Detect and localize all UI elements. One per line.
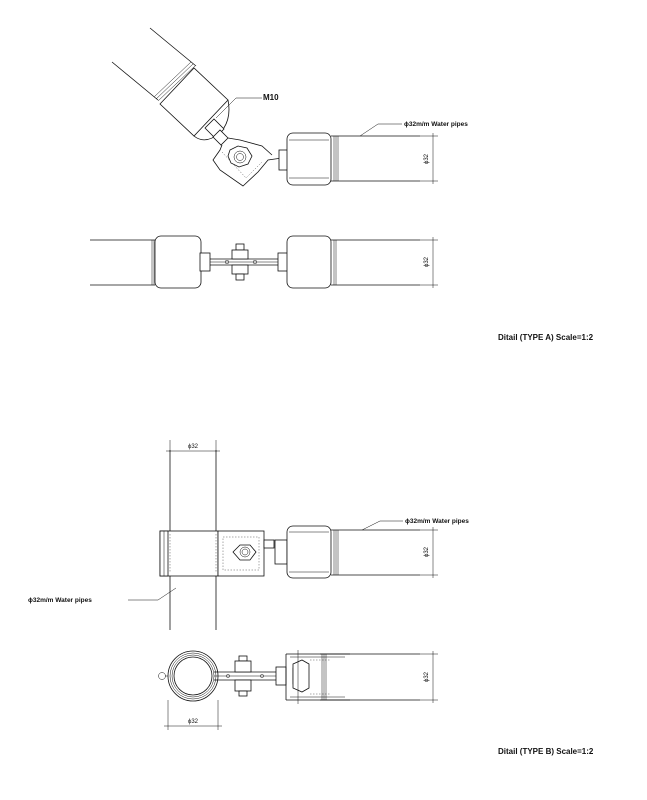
angled-bolt-stub	[205, 119, 228, 145]
bracket-plate-b	[218, 531, 264, 576]
horizontal-socket-b1	[264, 526, 331, 578]
dimension-b-top	[166, 440, 220, 452]
leader-pipe-a1	[360, 121, 468, 136]
dimension-b-side-2	[420, 651, 438, 703]
dimension-b-side-1	[420, 527, 438, 578]
type-b-view-1	[28, 440, 469, 630]
left-socket-a2	[155, 236, 210, 288]
leader-m10	[216, 93, 279, 118]
dimension-a1-label: ϕ32	[424, 153, 430, 165]
type-a-view-1	[112, 28, 468, 186]
leader-pipe-b1	[362, 518, 469, 530]
dimension-b-bottom	[164, 700, 222, 730]
pipe-clamp-band	[160, 531, 218, 576]
bolted-plate-a2	[210, 244, 278, 280]
angled-hex-nut	[228, 146, 252, 167]
dimension-b-bottom-label: ϕ32	[187, 719, 199, 725]
dimension-b-top-label: ϕ32	[187, 444, 199, 450]
type-b-view-2	[159, 650, 439, 730]
caption-type-a: Ditail (TYPE A) Scale=1:2	[498, 333, 594, 342]
label-m10: M10	[263, 93, 279, 102]
dimension-a2	[420, 237, 438, 288]
label-pipe-b1: ϕ32m/m Water pipes	[405, 518, 469, 525]
horizontal-water-pipe-b2	[320, 654, 420, 700]
type-a-view-2	[90, 236, 438, 288]
horizontal-socket-a1	[279, 133, 331, 185]
bolted-plate-b2	[214, 656, 280, 696]
left-water-pipe-a2	[90, 240, 155, 285]
dimension-a2-label: ϕ32	[424, 256, 430, 268]
label-pipe-a1: ϕ32m/m Water pipes	[404, 121, 468, 128]
dimension-a1	[420, 133, 438, 184]
socket-section-b2	[276, 650, 350, 704]
caption-type-b: Ditail (TYPE B) Scale=1:2	[498, 747, 594, 756]
dimension-b-side-1-label: ϕ32	[424, 546, 430, 558]
label-pipe-b2: ϕ32m/m Water pipes	[28, 597, 92, 604]
leader-pipe-b2	[28, 588, 176, 604]
right-water-pipe-a2	[331, 240, 420, 285]
right-socket-a2	[278, 236, 331, 288]
horizontal-water-pipe-a1	[331, 136, 420, 181]
ring-clamp	[159, 651, 219, 701]
dimension-b-side-2-label: ϕ32	[424, 671, 430, 683]
horizontal-water-pipe-b1	[331, 530, 420, 575]
